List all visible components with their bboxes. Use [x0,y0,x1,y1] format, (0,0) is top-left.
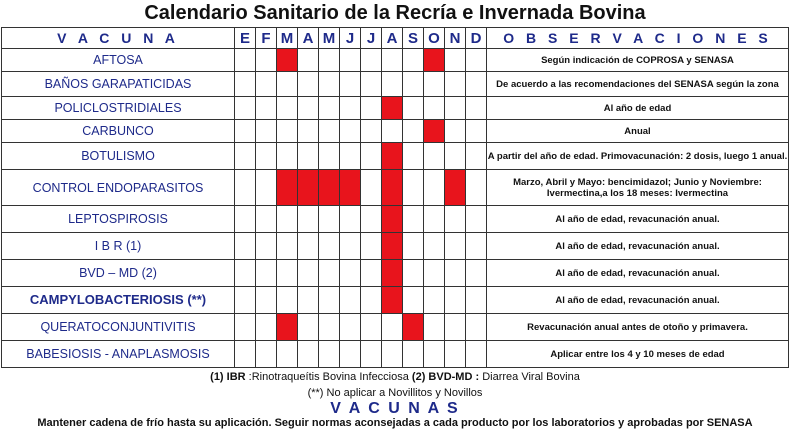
table-row [2,341,789,368]
month-cell-scheduled [382,260,403,287]
month-cell-scheduled [277,49,298,72]
month-cell-scheduled [445,170,466,206]
month-cell [424,314,445,341]
vaccine-name: POLICLOSTRIDIALES [2,97,235,120]
footnote-ibr-text: :Rinotraqueítis Bovina Infecciosa [245,371,412,383]
month-cell [361,72,382,97]
month-cell [235,72,256,97]
month-cell [382,341,403,368]
month-cell [319,49,340,72]
month-cell [466,143,487,170]
month-cell [235,206,256,233]
month-cell [340,206,361,233]
month-cell [445,143,466,170]
month-header: A [382,28,403,49]
footnote-restriction: (**) No aplicar a Novillitos y Novillos [307,387,483,399]
vaccine-name: I B R (1) [2,233,235,260]
vaccine-name: BVD – MD (2) [2,260,235,287]
month-cell [256,287,277,314]
month-cell [298,341,319,368]
month-cell [319,143,340,170]
month-cell [445,120,466,143]
month-cell [277,287,298,314]
month-cell [340,120,361,143]
month-cell [445,260,466,287]
month-cell [298,97,319,120]
month-cell-scheduled [340,170,361,206]
month-cell [277,143,298,170]
observation-text: Al año de edad, revacunación anual. [487,287,789,314]
month-cell [403,341,424,368]
observation-text: Al año de edad, revacunación anual. [487,206,789,233]
month-cell [361,206,382,233]
month-cell-scheduled [277,314,298,341]
month-cell [235,49,256,72]
month-cell [361,170,382,206]
month-cell [424,143,445,170]
month-cell [466,72,487,97]
month-cell [340,260,361,287]
footnote-abbreviations [0,371,790,383]
month-cell [319,314,340,341]
month-cell [277,206,298,233]
month-cell [235,287,256,314]
vaccine-name: CONTROL ENDOPARASITOS [2,170,235,206]
month-cell [256,260,277,287]
month-cell [256,341,277,368]
month-cell [256,120,277,143]
month-cell-scheduled [382,233,403,260]
month-cell [382,72,403,97]
month-cell [235,97,256,120]
month-cell [298,233,319,260]
month-cell-scheduled [382,143,403,170]
month-cell [445,233,466,260]
month-header: D [466,28,487,49]
month-cell [235,260,256,287]
month-cell-scheduled [424,120,445,143]
month-cell [298,206,319,233]
month-cell [382,49,403,72]
vaccine-name: BAÑOS GARAPATICIDAS [2,72,235,97]
month-cell [340,341,361,368]
month-cell [256,97,277,120]
month-cell [277,260,298,287]
month-cell [361,97,382,120]
month-cell [403,287,424,314]
month-cell [298,49,319,72]
month-cell [277,120,298,143]
month-cell [466,206,487,233]
month-cell [340,72,361,97]
observation-text: Al año de edad, revacunación anual. [487,260,789,287]
month-cell [403,170,424,206]
vacunas-heading: V A C U N A S [330,400,460,417]
month-cell [298,287,319,314]
month-cell [235,170,256,206]
month-cell [298,120,319,143]
month-cell [403,206,424,233]
table-row [2,287,789,314]
month-cell [298,314,319,341]
table-row [2,170,789,206]
vaccine-name: CARBUNCO [2,120,235,143]
month-cell [424,72,445,97]
month-header: O [424,28,445,49]
month-cell [319,206,340,233]
month-header: A [298,28,319,49]
month-cell [403,72,424,97]
table-row [2,233,789,260]
month-cell [361,120,382,143]
month-cell [445,49,466,72]
vaccine-name: BABESIOSIS - ANAPLASMOSIS [2,341,235,368]
month-cell [256,170,277,206]
month-header: M [277,28,298,49]
month-cell [445,206,466,233]
month-cell [256,143,277,170]
month-cell [256,72,277,97]
vaccine-name: LEPTOSPIROSIS [2,206,235,233]
month-cell-scheduled [382,287,403,314]
month-header: F [256,28,277,49]
month-cell [466,341,487,368]
month-cell [277,341,298,368]
month-cell [424,170,445,206]
month-cell [340,233,361,260]
cold-chain-note: Mantener cadena de frío hasta su aplicación. Seguir normas aconsejadas a cada producto por los laboratorios y aprobadas por SENASA [37,417,753,429]
month-cell [424,341,445,368]
table-row [2,120,789,143]
month-cell [466,170,487,206]
month-cell [466,49,487,72]
month-cell [466,233,487,260]
month-cell [319,97,340,120]
month-cell-scheduled [424,49,445,72]
table-row [2,97,789,120]
table-row [2,143,789,170]
month-cell [466,287,487,314]
month-header: J [361,28,382,49]
vaccination-calendar-table [1,27,789,368]
month-cell [424,287,445,314]
month-cell [466,314,487,341]
month-cell [361,49,382,72]
month-cell [235,120,256,143]
month-cell [445,72,466,97]
month-cell [319,341,340,368]
month-cell [445,97,466,120]
month-cell [235,314,256,341]
month-cell [424,97,445,120]
month-cell-scheduled [319,170,340,206]
month-cell [361,314,382,341]
table-row [2,260,789,287]
footnote-bvd-label: (2) BVD-MD : [411,371,480,383]
month-cell [466,120,487,143]
observation-text: Marzo, Abril y Mayo: bencimidazol; Junio y Noviembre: Ivermectina,a los 18 meses: Ivermectina [487,170,789,206]
month-cell [256,314,277,341]
month-cell [466,260,487,287]
month-cell-scheduled [382,97,403,120]
month-cell [403,49,424,72]
footnote-ibr-label: (1) IBR [210,371,246,383]
month-cell [340,49,361,72]
vacuna-header: V A C U N A [2,28,235,49]
month-cell [340,143,361,170]
month-cell [319,120,340,143]
observaciones-header: O B S E R V A C I O N E S [487,28,789,49]
month-cell-scheduled [277,170,298,206]
month-cell [340,97,361,120]
observation-text: Aplicar entre los 4 y 10 meses de edad [487,341,789,368]
table-row [2,49,789,72]
month-cell [319,260,340,287]
vaccine-name: AFTOSA [2,49,235,72]
month-header: J [340,28,361,49]
table-row [2,206,789,233]
month-cell-scheduled [382,206,403,233]
month-cell [319,72,340,97]
month-cell [256,206,277,233]
month-cell-scheduled [403,314,424,341]
month-cell [361,287,382,314]
month-cell [403,233,424,260]
month-cell [403,143,424,170]
observation-text: Al año de edad, revacunación anual. [487,233,789,260]
month-cell [382,120,403,143]
table-row [2,72,789,97]
observation-text: Revacunación anual antes de otoño y primavera. [487,314,789,341]
month-cell [340,287,361,314]
month-header: M [319,28,340,49]
month-cell-scheduled [382,170,403,206]
month-cell [235,341,256,368]
month-cell [445,341,466,368]
month-header: E [235,28,256,49]
month-cell [256,49,277,72]
month-cell [424,260,445,287]
header-row [2,28,789,49]
vaccine-name: QUERATOCONJUNTIVITIS [2,314,235,341]
month-cell [445,287,466,314]
month-cell [361,143,382,170]
month-cell [403,97,424,120]
month-cell [403,260,424,287]
observation-text: De acuerdo a las recomendaciones del SENASA según la zona [487,72,789,97]
footnote-bvd-text: Diarrea Viral Bovina [479,371,580,383]
month-cell [340,314,361,341]
month-cell [298,260,319,287]
month-cell [424,233,445,260]
month-cell [424,206,445,233]
month-cell [361,233,382,260]
month-cell [277,72,298,97]
vaccine-name: BOTULISMO [2,143,235,170]
month-header: S [403,28,424,49]
month-cell [235,233,256,260]
month-cell-scheduled [298,170,319,206]
page-title: Calendario Sanitario de la Recría e Invernada Bovina [144,2,646,24]
month-cell [277,97,298,120]
month-cell [298,72,319,97]
vaccine-name: CAMPYLOBACTERIOSIS (**) [2,287,235,314]
month-header: N [445,28,466,49]
month-cell [361,341,382,368]
observation-text: Según indicación de COPROSA y SENASA [487,49,789,72]
month-cell [382,314,403,341]
month-cell [319,233,340,260]
observation-text: Anual [487,120,789,143]
observation-text: A partir del año de edad. Primovacunación: 2 dosis, luego 1 anual. [487,143,789,170]
month-cell [298,143,319,170]
month-cell [277,233,298,260]
table-row [2,314,789,341]
observation-text: Al año de edad [487,97,789,120]
month-cell [319,287,340,314]
month-cell [403,120,424,143]
month-cell [235,143,256,170]
month-cell [256,233,277,260]
month-cell [361,260,382,287]
month-cell [445,314,466,341]
month-cell [466,97,487,120]
